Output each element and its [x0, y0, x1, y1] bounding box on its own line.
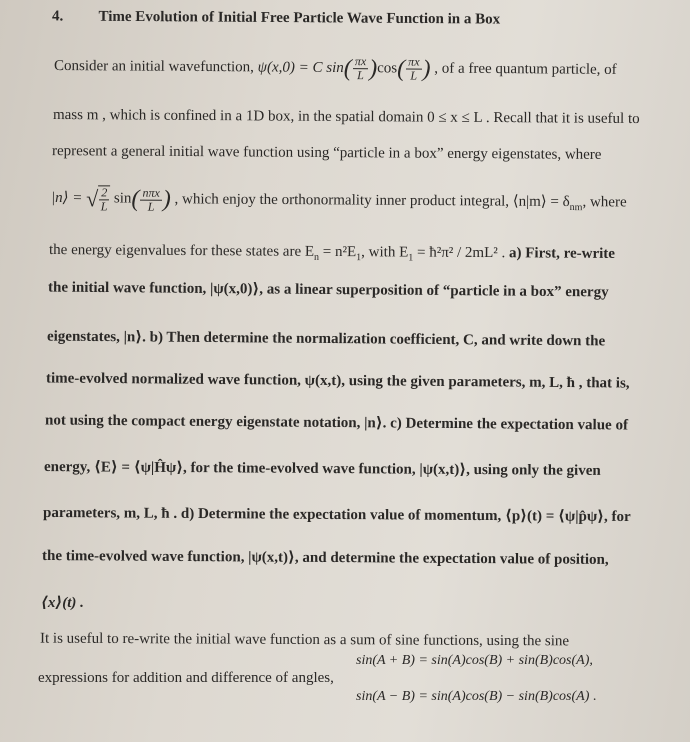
paragraph-line: It is useful to re-write the initial wave function as a sum of sine functions, using the sine [39, 630, 570, 650]
paragraph-line: energy, ⟨E⟩ = ⟨ψ|Ĥψ⟩, for the time-evolved wave function, |ψ(x,t)⟩, using only the given [43, 459, 601, 479]
paragraph-line: the time-evolved wave function, |ψ(x,t)⟩, and determine the expectation value of position, [41, 548, 609, 568]
initial-wavefunction: ψ(x,0) = C sin( $\frac{\pi x}{L}$ )cos( $\frac{\pi x}{L}$ ) [257, 54, 431, 83]
problem-number: 4. [51, 8, 64, 25]
paragraph-line: time-evolved normalized wave function, ψ(x,t), using the given parameters, m, L, ħ , that is, [45, 370, 630, 392]
identity-sum: sin(A + B) = sin(A)cos(B) + sin(B)cos(A), [356, 653, 593, 668]
paragraph-line: eigenstates, |n⟩. b) Then determine the normalization coefficient, C, and write down the [46, 328, 606, 350]
paragraph-line: the energy eigenvalues for these states are $E_n = n^2E_1$, with $E_1$ = ħ²π² / 2mL² . a) First, re-write [48, 242, 616, 264]
eigenstate-definition: |n⟩ = √ $\frac{2}{L}$ sin( $\frac{\text{nπx}}{L}$ ) [50, 185, 171, 214]
paragraph-line: expressions for addition and difference of angles, [38, 670, 334, 686]
problem-heading [52, 6, 500, 29]
paragraph-line: Consider an initial wavefunction, ψ(x,0) = C sin( $\frac{\pi x}{L}$ )cos( $\frac{\pi x}{L}$ ) , of a free quantum particle, of [53, 54, 617, 83]
paragraph-line: mass m , which is confined in a 1D box, in the spatial domain 0 ≤ x ≤ L . Recall that it is useful to [52, 106, 640, 128]
paragraph-line: not using the compact energy eigenstate notation, |n⟩. c) Determine the expectation value of [44, 412, 629, 434]
problem-title: Time Evolution of Initial Free Particle Wave Function in a Box [98, 8, 501, 28]
paragraph-line: the initial wave function, |ψ(x,0)⟩, as a linear superposition of “particle in a box” energy [47, 279, 609, 301]
paragraph-line: represent a general initial wave function using “particle in a box” energy eigenstates, where [51, 143, 602, 163]
identity-difference: sin(A − B) = sin(A)cos(B) − sin(B)cos(A) . [356, 689, 597, 704]
paragraph-line: ⟨x⟩(t) . [41, 595, 84, 611]
paragraph-line: parameters, m, L, ħ . d) Determine the expectation value of momentum, ⟨p⟩(t) = ⟨ψ|p̂ψ⟩, for [42, 504, 631, 526]
paragraph-line: |n⟩ = √ $\frac{2}{L}$ sin( $\frac{\text{nπx}}{L}$ ) , which enjoy the orthonormality inner product integral, ⟨n|m⟩ = $\delta_{nm}$, where [50, 185, 627, 214]
